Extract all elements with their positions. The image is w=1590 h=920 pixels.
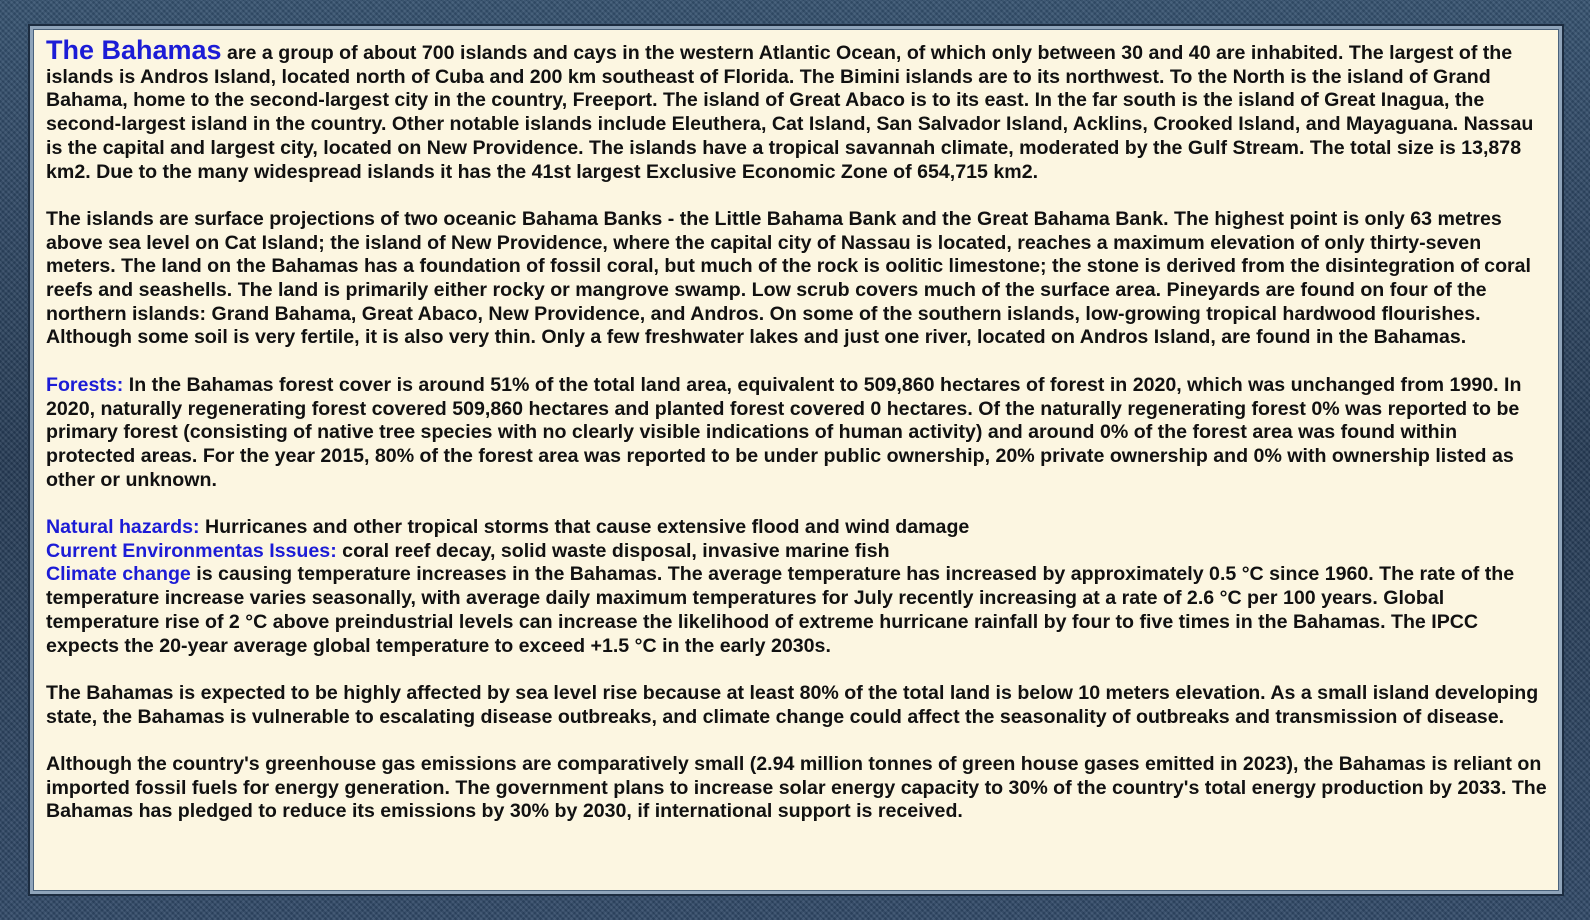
geology-paragraph: The islands are surface projections of two oceanic Bahama Banks - the Little Bahama Bank and the Great Bahama Bank. The highest point is only 63 metres above sea level on Cat Island; the island of New Providence, where the capital city of Nassau is located, reaches a maximum elevation of only thirty-seven meters. The land on the Bahamas has a foundation of fossil coral, but much of the rock is oolitic limestone; the stone is derived from the disintegration of coral reefs and seashells. The land is primarily either rocky or mangrove swamp. Low scrub covers much of the surface area. Pineyards are found on four of the northern islands: Grand Bahama, Great Abaco, New Providence, and Andros. On some of the southern islands, low-growing tropical hardwood flourishes. Although some soil is very fertile, it is also very thin. Only a few freshwater lakes and just one river, located on Andros Island, are found in the Bahamas. — [46, 207, 1532, 349]
text-panel — [30, 26, 1562, 894]
issues-line — [46, 540, 1547, 564]
climate-paragraph — [46, 563, 1547, 658]
climate-text: is causing temperature increases in the Bahamas. The average temperature has increased by approximately 0.5 °C since 1960. The rate of the temperature increase varies seasonally, with average daily maximum temperatures for July recently increasing at a rate of 2.6 °C per 100 years. Global temperature rise of 2 °C above preindustrial levels can increase the likelihood of extreme hurricane rainfall by four to five times in the Bahamas. The IPCC expects the 20-year average global temperature to exceed +1.5 °C in the early 2030s. — [46, 563, 1515, 657]
paragraph-gap — [46, 492, 1547, 516]
forests-paragraph — [46, 374, 1547, 493]
paragraph-gap — [46, 184, 1547, 208]
forests-label: Forests: — [46, 373, 124, 396]
climate-label: Climate change — [46, 563, 191, 586]
forests-text: In the Bahamas forest cover is around 51% of the total land area, equivalent to 509,860 hectares of forest in 2020, which was unchanged from 1990. In 2020, naturally regenerating forest covered 509,860 hectares and planted forest covered 0 hectares. Of the naturally regenerating forest 0% was reported to be primary forest (consisting of native tree species with no clearly visible indications of human activity) and around 0% of the forest area was found within protected areas. For the year 2015, 80% of the forest area was reported to be under public ownership, 20% private ownership and 0% with ownership listed as other or unknown. — [46, 373, 1522, 491]
paragraph-gap — [46, 350, 1547, 374]
emissions-paragraph: Although the country's greenhouse gas emissions are comparatively small (2.94 million tonnes of green house gases emitted in 2023), the Bahamas is reliant on imported fossil fuels for energy generation. The government plans to increase solar energy capacity to 30% of the country's total energy production by 2033. The Bahamas has pledged to reduce its emissions by 30% by 2030, if international support is received. — [46, 753, 1547, 823]
hazards-label: Natural hazards: — [46, 516, 200, 539]
hazards-line — [46, 516, 1547, 540]
page-title: The Bahamas — [46, 35, 222, 65]
issues-text: coral reef decay, solid waste disposal, invasive marine fish — [336, 539, 890, 562]
hazards-text: Hurricanes and other tropical storms that cause extensive flood and wind damage — [199, 516, 970, 539]
sea-level-paragraph: The Bahamas is expected to be highly affected by sea level rise because at least 80% of the total land is below 10 meters elevation. As a small island developing state, the Bahamas is vulnerable to escalating disease outbreaks, and climate change could affect the seasonality of outbreaks and transmission of disease. — [46, 681, 1539, 728]
paragraph-gap — [46, 729, 1547, 753]
intro-text: are a group of about 700 islands and cays in the western Atlantic Ocean, of which only between 30 and 40 are inhabited. The largest of the islands is Andros Island, located north of Cuba and 200 km southeast of Florida. The Bimini islands are to its northwest. To the North is the island of Grand Bahama, home to the second-largest city in the country, Freeport. The island of Great Abaco is to its east. In the far south is the island of Great Inagua, the second-largest island in the country. Other notable islands include Eleuthera, Cat Island, San Salvador Island, Acklins, Crooked Island, and Mayaguana. Nassau is the capital and largest city, located on New Providence. The islands have a tropical savannah climate, moderated by the Gulf Stream. The total size is 13,878 km2. Due to the many widespread islands it has the 41st largest Exclusive Economic Zone of 654,715 km2. — [46, 42, 1534, 183]
issues-label: Current Environmentas Issues: — [46, 539, 337, 562]
paragraph-gap — [46, 658, 1547, 682]
intro-paragraph — [46, 35, 1547, 184]
